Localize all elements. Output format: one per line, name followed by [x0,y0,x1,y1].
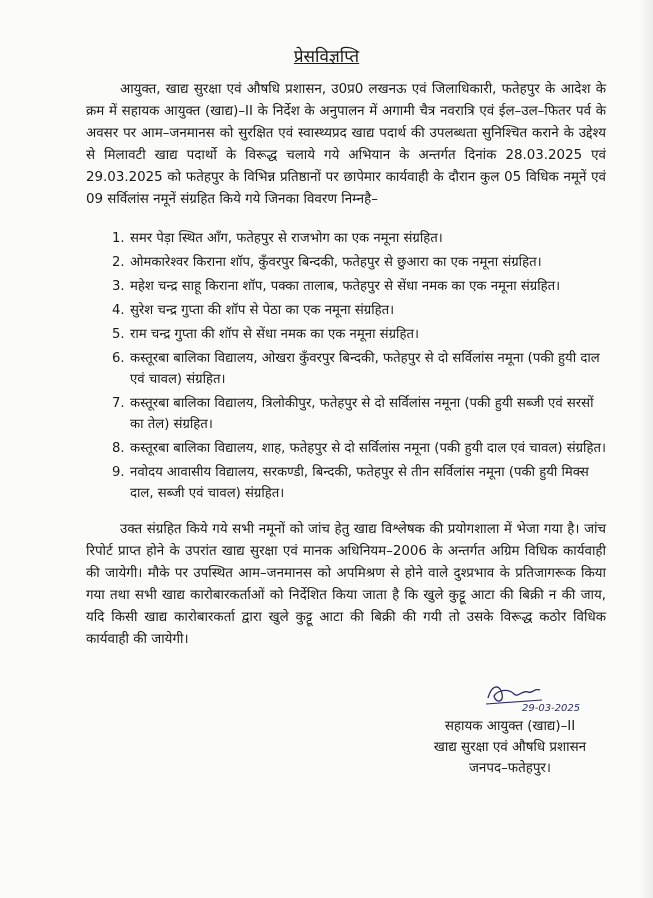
signatory-designation: सहायक आयुक्त (खाद्य)–II [444,719,576,734]
list-item-text: कस्तूरबा बालिका विद्यालय, शाह, फतेहपुर से दो सर्विलांस नमूना (पकी हुयी दाल एवं चावल) संग्रहित। [130,441,606,456]
handwritten-signature [482,676,592,716]
signature-block [410,716,610,779]
list-item-text: सुरेश चन्द्र गुप्ता की शॉप से पेठा का एक नमूना संग्रहित। [130,303,395,318]
list-item-number: 6. [112,351,125,366]
sample-list [112,228,607,507]
list-item-number: 2. [112,255,125,270]
list-item [112,300,607,321]
list-item-number: 1. [112,231,125,246]
list-item [112,228,607,249]
list-item [112,324,607,345]
list-item-text: कस्तूरबा बालिका विद्यालय, ओखरा कुँवरपुर बिन्दकी, फतेहपुर से दो सर्विलांस नमूना (पकी हुयी दाल एवं चावल) संग्रहित। [130,351,600,387]
signatory-department: खाद्य सुरक्षा एवं औषधि प्रशासन [433,740,587,755]
signature-date: 29-03-2025 [522,703,581,714]
list-item-text: महेश चन्द्र साहू किराना शॉप, पक्का तालाब, फतेहपुर से सेंधा नमक का एक नमूना संग्रहित। [130,279,561,294]
list-item [112,276,607,297]
list-item-text: समर पेड़ा स्थित आँग, फतेहपुर से राजभोग का एक नमूना संग्रहित। [130,231,443,246]
list-item-number: 9. [112,465,125,480]
list-item-text: कस्तूरबा बालिका विद्यालय, त्रिलोकीपुर, फतेहपुर से दो सर्विलांस नमूना (पकी हुयी सब्जी एवं सरसों का तेल) संग्रहित। [130,396,594,432]
page-title: प्रेसविज्ञप्ति [293,47,360,67]
list-item [112,348,607,390]
list-item-number: 5. [112,327,125,342]
list-item [112,462,607,504]
list-item-text: नवोदय आवासीय विद्यालय, सरकण्डी, बिन्दकी, फतेहपुर से तीन सर्विलांस नमूना (पकी हुयी मिक्स दाल, सब्जी एवं चावल) संग्रहित। [130,465,589,501]
list-item-number: 3. [112,279,125,294]
scan-shadow [639,0,653,898]
list-item [112,252,607,273]
signatory-district: जनपद–फतेहपुर। [468,761,551,776]
list-item-number: 7. [112,396,125,411]
list-item-text: ओमकारेश्वर किराना शॉप, कुँवरपुर बिन्दकी, फतेहपुर से छुआरा का एक नमूना संग्रहित। [130,255,542,270]
list-item-number: 4. [112,303,125,318]
list-item [112,438,607,459]
list-item-text: राम चन्द्र गुप्ता की शॉप से सेंधा नमक का एक नमूना संग्रहित। [130,327,419,342]
list-item-number: 8. [112,441,125,456]
intro-paragraph: आयुक्त, खाद्य सुरक्षा एवं औषधि प्रशासन, उ0प्र0 लखनऊ एवं जिलाधिकारी, फतेहपुर के आदेश के क्रम में सहायक आयुक्त (खाद्य)–II के निर्देश के अनुपालन में अगामी चैत्र नवरात्रि एवं ईल–उल–फितर पर्व के अवसर पर आम–जनमानस को सुरक्षित एवं स्वास्थ्यप्रद खाद्य पदार्थ की उपलब्धता सुनिश्चित कराने के उद्देश्य से मिलावटी खाद्य पदार्थो के विरूद्ध चलाये गये अभियान के अन्तर्गत दिनांक 28.03.2025 एवं 29.03.2025 को फतेहपुर के विभिन्न प्रतिष्ठानों पर छापेमार कार्यवाही के दौरान कुल 05 विधिक नमूनें एवं 09 सर्विलांस नमूनें संग्रहित किये गये जिनका विवरण निम्नहै– [86,82,606,207]
closing-paragraph: उक्त संग्रहित किये गये सभी नमूनों को जांच हेतु खाद्य विश्लेषक की प्रयोगशाला में भेजा गया है। जांच रिपोर्ट प्राप्त होने के उपरांत खाद्य सुरक्षा एवं मानक अधिनियम–2006 के अन्तर्गत अग्रिम विधिक कार्यवाही की जायेगी। मौके पर उपस्थित आम–जनमानस को अपमिश्रण से होने वाले दुश्प्रभाव के प्रतिजागरूक किया गया तथा सभी खाद्य कारोबारकर्ताओं को निर्देशित किया जाता है कि खुले कुट्टू आटा की बिक्री न की जाय, यदि किसी खाद्य कारोबारकर्ता द्वारा खुले कुट्टू आटा की बिक्री की गयी तो उसके विरूद्ध कठोर विधिक कार्यवाही की जायेगी। [86,522,606,647]
list-item [112,393,607,435]
